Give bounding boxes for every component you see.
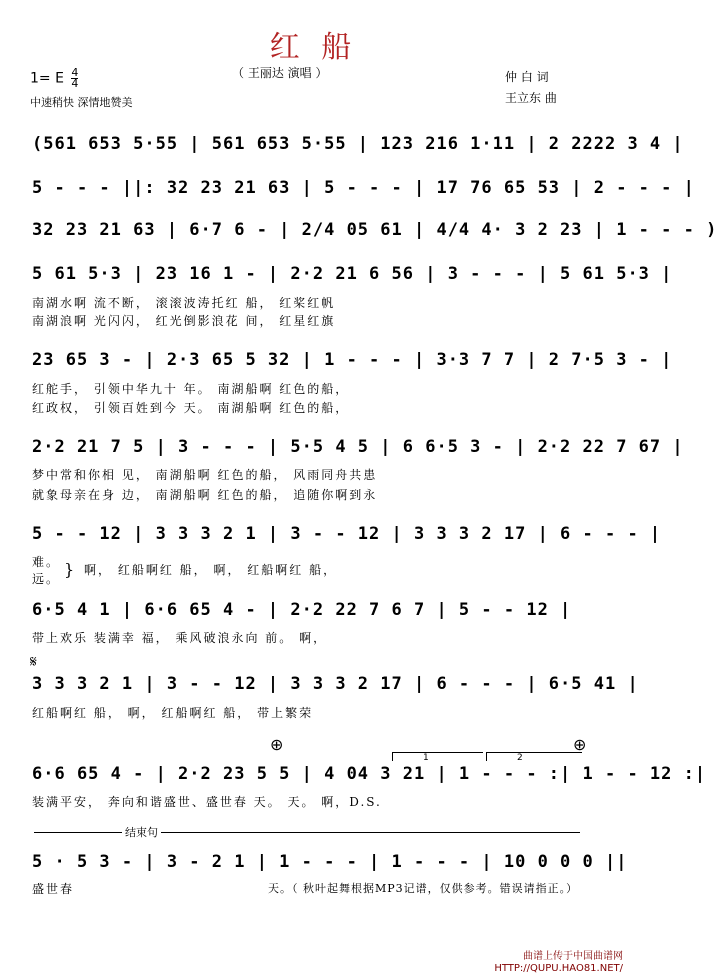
lyric-line-4b: 南湖浪啊 光闪闪， 红光倒影浪花 间， 红星红旗 <box>32 314 336 328</box>
lyric-line-6b: 就象母亲在身 边， 南湖船啊 红色的船， 追随你啊到永 <box>32 488 378 502</box>
key-signature <box>30 68 78 89</box>
coda-sign-1: ⊕ <box>270 735 284 754</box>
score-line-6: 2·2 21 7 5 | 3 - - - | 5·5 4 5 | 6 6·5 3 - | 2·2 22 7 67 | <box>32 437 684 457</box>
composer-credit: 王立东 曲 <box>505 91 557 105</box>
footer-line-1: 曲谱上传于中国曲谱网 <box>523 951 623 962</box>
segno-sign: 𝄋 <box>30 652 37 671</box>
ending-bracket <box>34 832 580 833</box>
score-line-11: 5 · 5 3 - | 3 - 2 1 | 1 - - - | 1 - - - | 10 0 0 0 || <box>32 852 628 872</box>
score-line-3: 32 23 21 63 | 6·7 6 - | 2/4 05 61 | 4/4 4· 3 2 23 | 1 - - - ) <box>32 220 717 240</box>
brace: } <box>64 560 77 579</box>
page-title: 红 船 <box>269 30 358 65</box>
lyric-line-7b: 远。 <box>32 572 61 586</box>
time-bottom: 4 <box>71 77 79 90</box>
lyric-line-7a: 难。 <box>32 555 61 569</box>
lyric-line-5a: 红舵手， 引领中华九十 年。 南湖船啊 红色的船， <box>32 382 350 396</box>
coda-sign-2: ⊕ <box>573 735 587 754</box>
key-label: 1= E <box>30 70 64 87</box>
time-signature <box>71 68 78 89</box>
lyric-line-10: 装满平安， 奔向和谐盛世、盛世春 天。 天。 啊，D.S. <box>32 795 382 809</box>
score-line-10: 6·6 65 4 - | 2·2 23 5 5 | 4 04 3 21 | 1 - - - :| 1 - - 12 :| <box>32 764 707 784</box>
singer-credit: （ 王丽达 演唱 ） <box>232 66 328 80</box>
score-line-1: (561 653 5·55 | 561 653 5·55 | 123 216 1·11 | 2 2222 3 4 | <box>32 134 684 154</box>
score-line-2: 5 - - - ||: 32 23 21 63 | 5 - - - | 17 76 65 53 | 2 - - - | <box>32 178 695 198</box>
lyric-line-11a: 盛世春 <box>32 882 75 896</box>
volta-2 <box>486 752 582 761</box>
score-line-7: 5 - - 12 | 3 3 3 2 1 | 3 - - 12 | 3 3 3 2 17 | 6 - - - | <box>32 524 662 544</box>
score-line-5: 23 65 3 - | 2·3 65 5 32 | 1 - - - | 3·3 7 7 | 2 7·5 3 - | <box>32 350 673 370</box>
score-line-9: 3 3 3 2 1 | 3 - - 12 | 3 3 3 2 17 | 6 - - - | 6·5 41 | <box>32 674 639 694</box>
time-top: 4 <box>71 66 79 79</box>
ending-label: 结束句 <box>122 824 161 840</box>
score-line-4: 5 61 5·3 | 23 16 1 - | 2·2 21 6 56 | 3 - - - | 5 61 5·3 | <box>32 264 673 284</box>
volta-1 <box>392 752 483 761</box>
lyricist-credit: 仲 白 词 <box>505 70 549 84</box>
volta-2-label: 2 <box>517 753 523 763</box>
score-line-8: 6·5 4 1 | 6·6 65 4 - | 2·2 22 7 6 7 | 5 - - 12 | <box>32 600 572 620</box>
footer-line-2: HTTP://QUPU.HAO81.NET/ <box>494 963 623 974</box>
lyric-line-5b: 红政权， 引领百姓到今 天。 南湖船啊 红色的船， <box>32 401 350 415</box>
volta-1-label: 1 <box>423 753 429 763</box>
lyric-line-11b: 天。（ 秋叶起舞根据MP3记谱，仅供参考。错误请指正。） <box>268 882 579 895</box>
lyric-line-6a: 梦中常和你相 见， 南湖船啊 红色的船， 风雨同舟共患 <box>32 468 378 482</box>
lyric-line-8: 带上欢乐 装满幸 福， 乘风破浪永向 前。 啊， <box>32 631 328 645</box>
tempo-marking: 中速稍快 深情地赞美 <box>30 96 133 109</box>
lyric-line-7c: 啊， 红船啊红 船， 啊， 红船啊红 船， <box>84 563 338 577</box>
footer-watermark <box>494 951 623 975</box>
lyric-line-9: 红船啊红 船， 啊， 红船啊红 船， 带上繁荣 <box>32 706 314 720</box>
lyric-line-4a: 南湖水啊 流不断， 滚滚波涛托红 船， 红桨红帆 <box>32 296 336 310</box>
